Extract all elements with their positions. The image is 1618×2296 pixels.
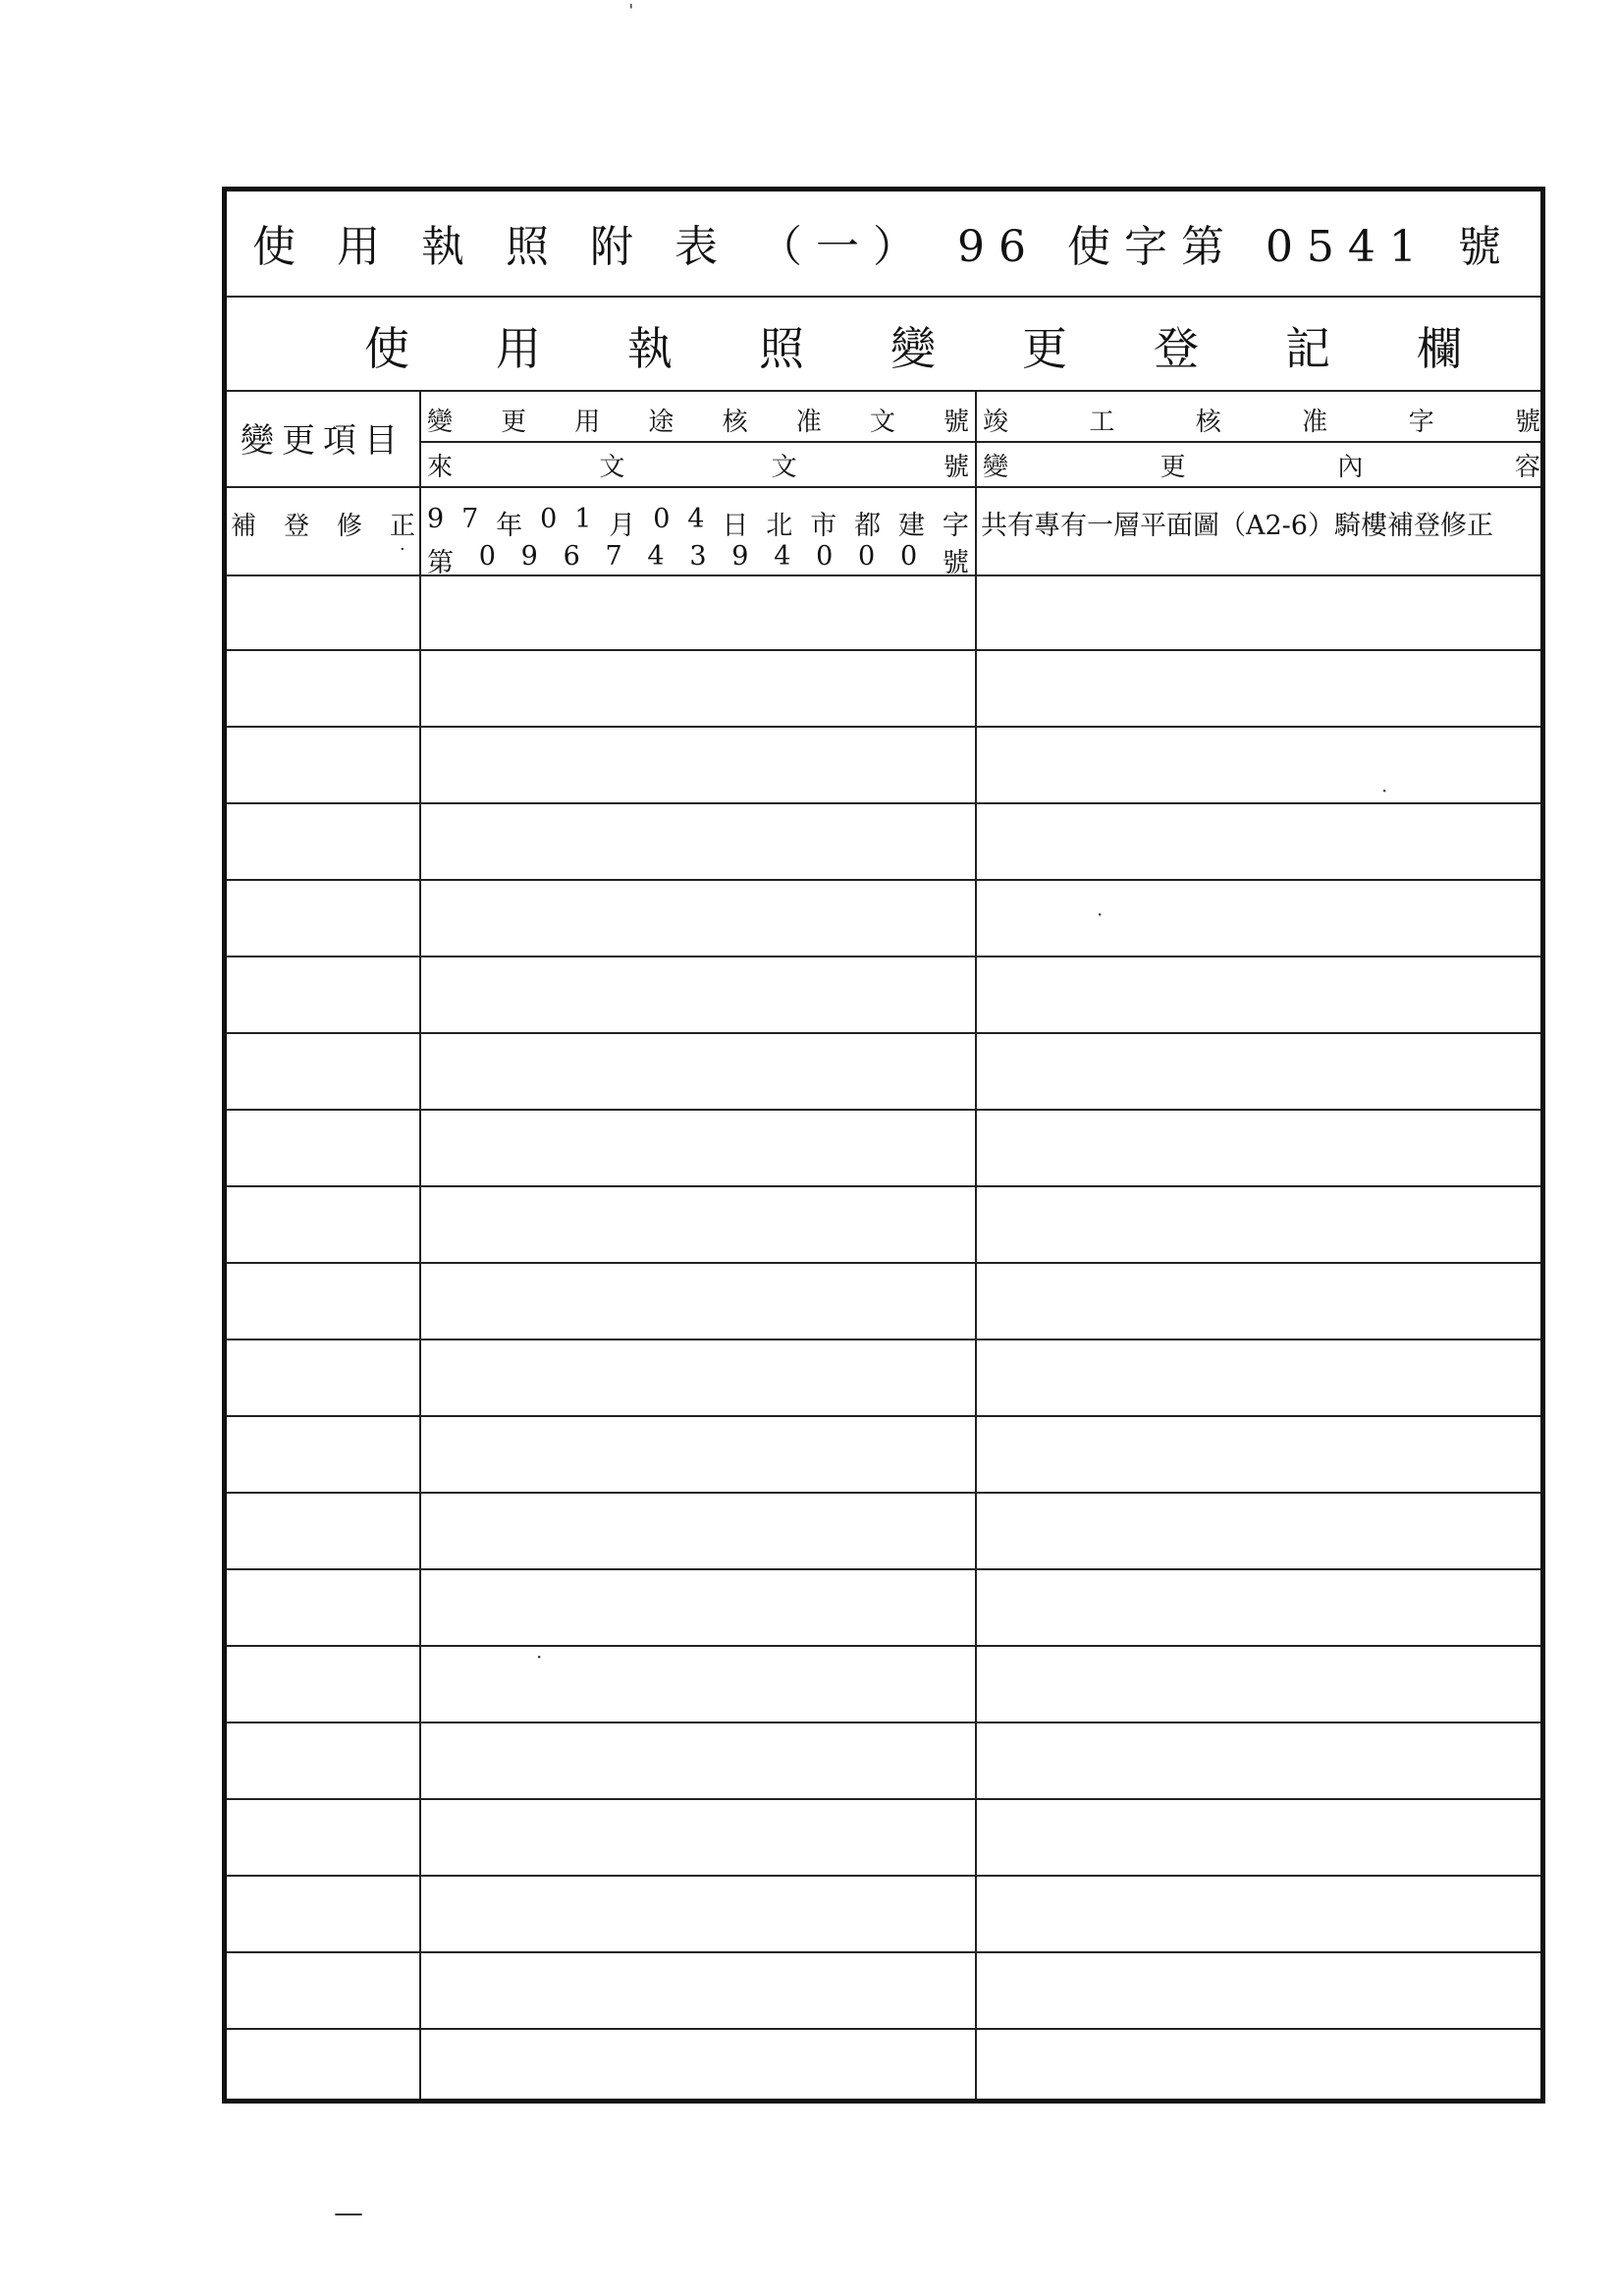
header-change-item: 變更項目 xyxy=(241,420,405,461)
entry-char: 補 xyxy=(231,512,257,541)
row-rule xyxy=(227,2028,1540,2030)
row-rule xyxy=(227,1262,1540,1264)
header-char: 文 xyxy=(771,453,797,482)
scan-dot: · xyxy=(1097,902,1104,926)
row-rule xyxy=(227,956,1540,957)
row-rule xyxy=(227,879,1540,881)
entry-char: 月 xyxy=(609,511,636,541)
header-approval-doc-number xyxy=(427,402,969,438)
row-rule xyxy=(227,1185,1540,1187)
entry-char: 修 xyxy=(336,512,362,541)
entry-char: 9 xyxy=(520,541,538,572)
header-char: 准 xyxy=(795,408,822,437)
entry-char: 0 xyxy=(478,541,496,572)
subtitle-char: 變 xyxy=(890,322,936,375)
header-char: 號 xyxy=(1514,408,1540,437)
header-char: 字 xyxy=(1408,408,1434,437)
header-char: 核 xyxy=(1195,408,1221,437)
row-rule xyxy=(227,1568,1540,1570)
entry-char: 0 xyxy=(899,541,918,572)
entry-char: 都 xyxy=(854,511,882,541)
entry-char: 4 xyxy=(647,541,665,572)
scan-dot: · xyxy=(400,539,405,560)
subtitle-char: 更 xyxy=(1022,322,1067,375)
title-row xyxy=(227,191,1540,298)
scan-dot: · xyxy=(536,1645,543,1668)
row-rule xyxy=(227,1875,1540,1877)
entry-char: 號 xyxy=(942,548,969,578)
row-rule xyxy=(227,1951,1540,1953)
subtitle-char: 登 xyxy=(1154,322,1199,375)
header-char: 准 xyxy=(1302,408,1328,437)
entry-char: 0 xyxy=(653,504,671,534)
header-completion-approval-number xyxy=(983,402,1540,438)
entry-char: 登 xyxy=(283,512,309,541)
header-divider xyxy=(419,441,1540,443)
entry-char: 4 xyxy=(774,541,791,572)
entry-char: 正 xyxy=(389,512,415,541)
column-divider xyxy=(975,390,977,2099)
row-rule xyxy=(227,1645,1540,1647)
header-bottom-rule xyxy=(227,486,1540,488)
entry-change-item xyxy=(231,506,415,542)
entry-char: 9 xyxy=(427,504,445,534)
row-rule xyxy=(227,802,1540,804)
entry-char: 市 xyxy=(810,511,837,541)
subtitle-char: 使 xyxy=(364,322,409,375)
row-rule xyxy=(227,1492,1540,1494)
subtitle-char: 用 xyxy=(496,322,541,375)
scan-dot: · xyxy=(1381,779,1388,802)
usage-permit-table xyxy=(222,187,1545,2104)
entry-change-content: 共有專有一層平面圖（A2-6）騎樓補登修正 xyxy=(981,511,1493,541)
row-rule xyxy=(227,1722,1540,1723)
subtitle-char: 執 xyxy=(627,322,673,375)
row-rule xyxy=(227,649,1540,651)
entry-char: 字 xyxy=(942,511,969,541)
header-char: 更 xyxy=(1160,453,1186,482)
header-char: 更 xyxy=(501,408,527,437)
subtitle-char: 欄 xyxy=(1417,322,1462,375)
header-char: 文 xyxy=(869,408,895,437)
header-char: 用 xyxy=(574,408,601,437)
entry-char: 7 xyxy=(461,504,479,534)
header-char: 內 xyxy=(1337,453,1364,482)
row-rule xyxy=(227,1415,1540,1417)
header-incoming-doc-number xyxy=(427,447,969,483)
header-char: 號 xyxy=(943,453,969,482)
entry-char: 3 xyxy=(689,541,707,572)
scan-mark: ˈ xyxy=(628,0,634,24)
entry-char: 0 xyxy=(858,541,876,572)
scan-mark: — xyxy=(334,2196,363,2230)
entry-char: 建 xyxy=(898,511,925,541)
header-char: 工 xyxy=(1089,408,1115,437)
document-title: 使 用 執 照 附 表 （一） 96 使字第 0541 號 xyxy=(252,222,1515,272)
table-subtitle xyxy=(364,313,1462,378)
entry-char: 4 xyxy=(687,504,705,534)
header-char: 文 xyxy=(599,453,625,482)
row-rule xyxy=(227,1109,1540,1111)
subtitle-row xyxy=(227,296,1540,392)
subtitle-char: 照 xyxy=(759,322,804,375)
entry-char: 1 xyxy=(574,504,592,534)
header-char: 容 xyxy=(1514,453,1540,482)
row-rule xyxy=(227,726,1540,728)
entry-doc-line-2 xyxy=(427,541,969,579)
entry-char: 7 xyxy=(605,541,622,572)
row-rule xyxy=(227,1798,1540,1800)
column-divider xyxy=(419,390,421,2099)
header-char: 來 xyxy=(427,453,454,482)
entry-char: 北 xyxy=(766,511,793,541)
entry-doc-line-1 xyxy=(427,504,969,542)
entry-char: 日 xyxy=(722,511,749,541)
entry-char: 0 xyxy=(816,541,834,572)
entry-char: 第 xyxy=(427,548,454,578)
header-char: 變 xyxy=(983,453,1009,482)
row-rule xyxy=(227,1339,1540,1340)
header-char: 變 xyxy=(427,408,454,437)
row-rule xyxy=(227,1032,1540,1034)
header-change-content xyxy=(983,447,1540,483)
entry-char: 年 xyxy=(496,511,523,541)
header-char: 竣 xyxy=(983,408,1009,437)
header-char: 途 xyxy=(648,408,674,437)
header-char: 號 xyxy=(943,408,969,437)
entry-char: 9 xyxy=(731,541,749,572)
header-char: 核 xyxy=(722,408,748,437)
entry-char: 0 xyxy=(540,504,558,534)
subtitle-char: 記 xyxy=(1285,322,1330,375)
entry-char: 6 xyxy=(563,541,580,572)
